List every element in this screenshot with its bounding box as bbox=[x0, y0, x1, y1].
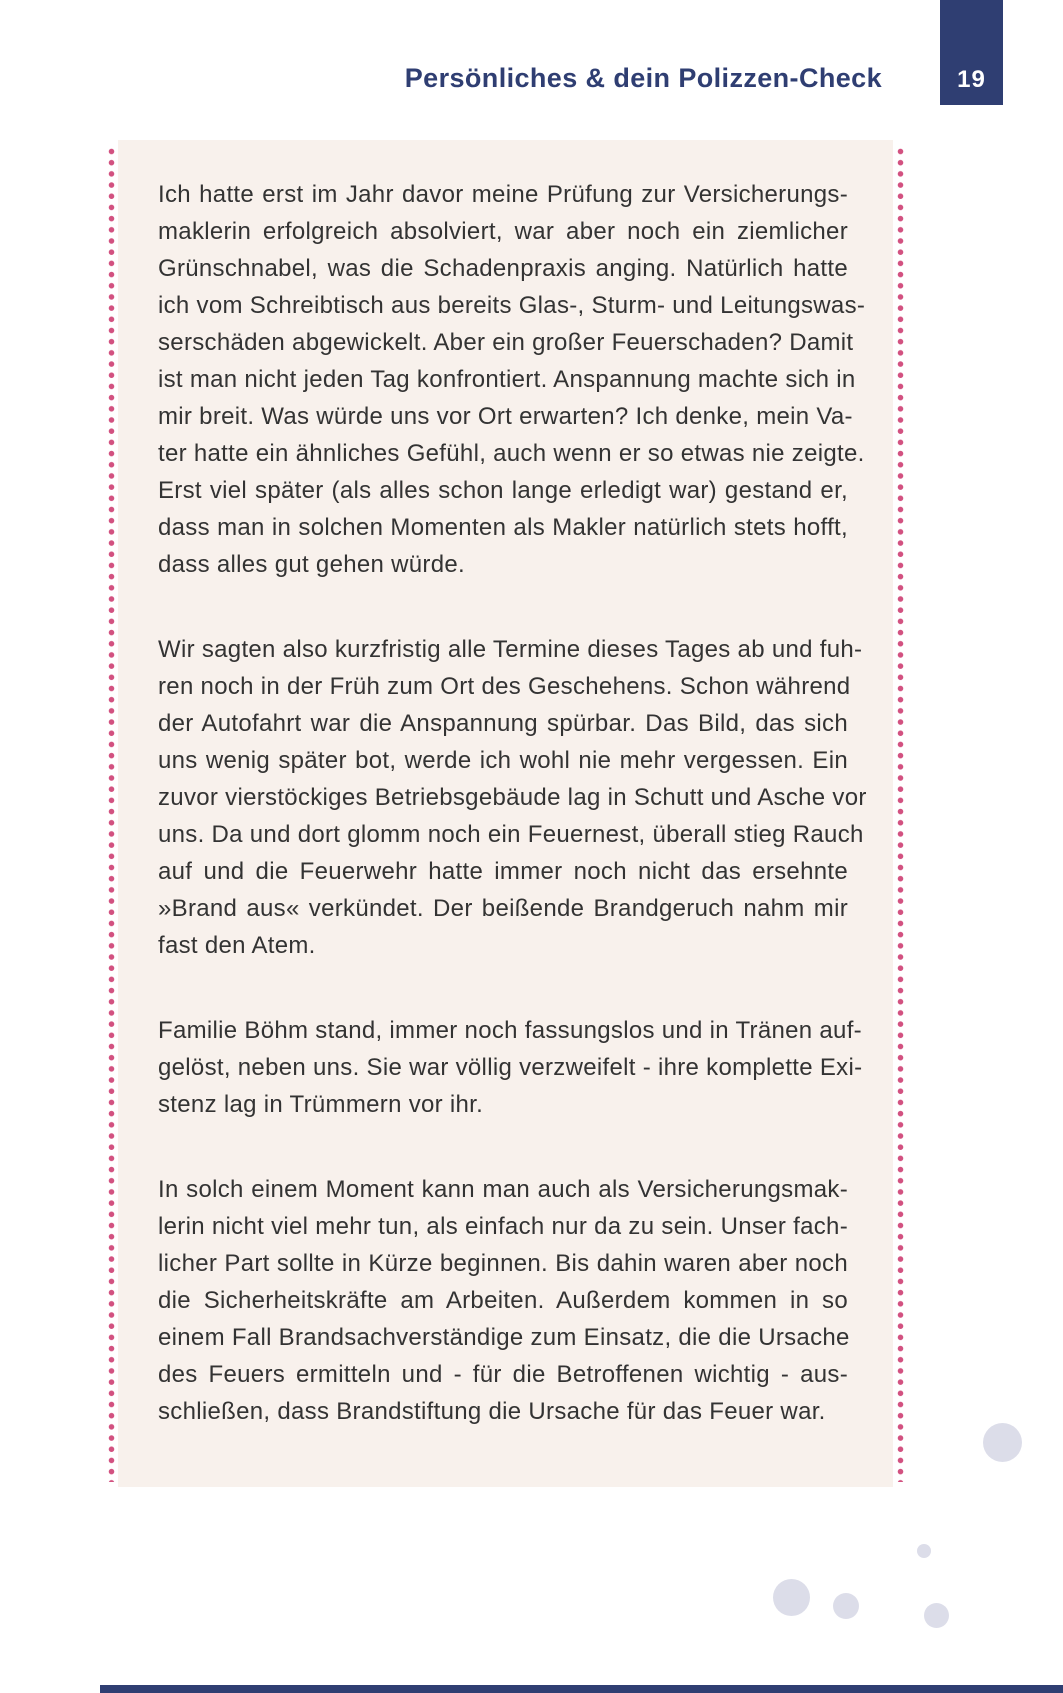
text-line: lerin nicht viel mehr tun, als einfach nur da zu sein. Unser fach- bbox=[158, 1213, 848, 1240]
text-line: gelöst, neben uns. Sie war völlig verzweifelt - ihre komplette Exi- bbox=[158, 1054, 863, 1081]
text-line: maklerin erfolgreich absolviert, war aber noch ein ziemlicher bbox=[158, 218, 848, 245]
deco-circle bbox=[833, 1593, 859, 1619]
body-paragraph bbox=[158, 1171, 848, 1430]
text-line: schließen, dass Brandstiftung die Ursache für das Feuer war. bbox=[158, 1398, 826, 1425]
text-line: ren noch in der Früh zum Ort des Geschehens. Schon während bbox=[158, 673, 851, 700]
deco-circle bbox=[917, 1544, 931, 1558]
bottom-rule bbox=[100, 1685, 1063, 1693]
chapter-title: Persönliches & dein Polizzen-Check bbox=[404, 63, 882, 93]
text-line: Grünschnabel, was die Schadenpraxis anging. Natürlich hatte bbox=[158, 255, 848, 282]
text-line: uns wenig später bot, werde ich wohl nie mehr vergessen. Ein bbox=[158, 747, 848, 774]
body-paragraph bbox=[158, 176, 866, 583]
text-line: Ich hatte erst im Jahr davor meine Prüfung zur Versicherungs- bbox=[158, 181, 848, 208]
dotted-border-left bbox=[108, 146, 115, 1482]
text-line: »Brand aus« verkündet. Der beißende Brandgeruch nahm mir bbox=[158, 895, 848, 922]
page-number: 19 bbox=[957, 66, 986, 93]
deco-circle bbox=[924, 1603, 949, 1628]
text-line: serschäden abgewickelt. Aber ein großer Feuerschaden? Damit bbox=[158, 329, 854, 356]
text-line: mir breit. Was würde uns vor Ort erwarten? Ich denke, mein Va- bbox=[158, 403, 853, 430]
text-line: die Sicherheitskräfte am Arbeiten. Außerdem kommen in so bbox=[158, 1287, 848, 1314]
text-line: Wir sagten also kurzfristig alle Termine dieses Tages ab und fuh- bbox=[158, 636, 863, 663]
text-line: auf und die Feuerwehr hatte immer noch nicht das ersehnte bbox=[158, 858, 848, 885]
page-number-badge bbox=[940, 0, 1003, 105]
text-line: In solch einem Moment kann man auch als Versicherungsmak- bbox=[158, 1176, 848, 1203]
text-line: ist man nicht jeden Tag konfrontiert. Anspannung machte sich in bbox=[158, 366, 856, 393]
text-line: dass alles gut gehen würde. bbox=[158, 551, 465, 578]
paragraphs-container bbox=[158, 176, 867, 1478]
dotted-border-right bbox=[897, 146, 904, 1482]
text-line: des Feuers ermitteln und - für die Betroffenen wichtig - aus- bbox=[158, 1361, 848, 1388]
body-paragraph bbox=[158, 1012, 863, 1123]
text-line: fast den Atem. bbox=[158, 932, 316, 959]
deco-circle bbox=[983, 1423, 1022, 1462]
text-line: einem Fall Brandsachverständige zum Einsatz, die die Ursache bbox=[158, 1324, 850, 1351]
deco-circle bbox=[773, 1579, 810, 1616]
text-line: ich vom Schreibtisch aus bereits Glas-, Sturm- und Leitungswas- bbox=[158, 292, 866, 319]
body-paragraph bbox=[158, 631, 867, 964]
text-line: zuvor vierstöckiges Betriebsgebäude lag in Schutt und Asche vor bbox=[158, 784, 867, 811]
text-line: Erst viel später (als alles schon lange erledigt war) gestand er, bbox=[158, 477, 848, 504]
text-line: licher Part sollte in Kürze beginnen. Bis dahin waren aber noch bbox=[158, 1250, 848, 1277]
text-line: stenz lag in Trümmern vor ihr. bbox=[158, 1091, 484, 1118]
text-line: Familie Böhm stand, immer noch fassungslos und in Tränen auf- bbox=[158, 1017, 862, 1044]
text-line: uns. Da und dort glomm noch ein Feuernest, überall stieg Rauch bbox=[158, 821, 864, 848]
text-line: dass man in solchen Momenten als Makler natürlich stets hofft, bbox=[158, 514, 848, 541]
text-line: der Autofahrt war die Anspannung spürbar. Das Bild, das sich bbox=[158, 710, 848, 737]
text-line: ter hatte ein ähnliches Gefühl, auch wenn er so etwas nie zeigte. bbox=[158, 440, 865, 467]
